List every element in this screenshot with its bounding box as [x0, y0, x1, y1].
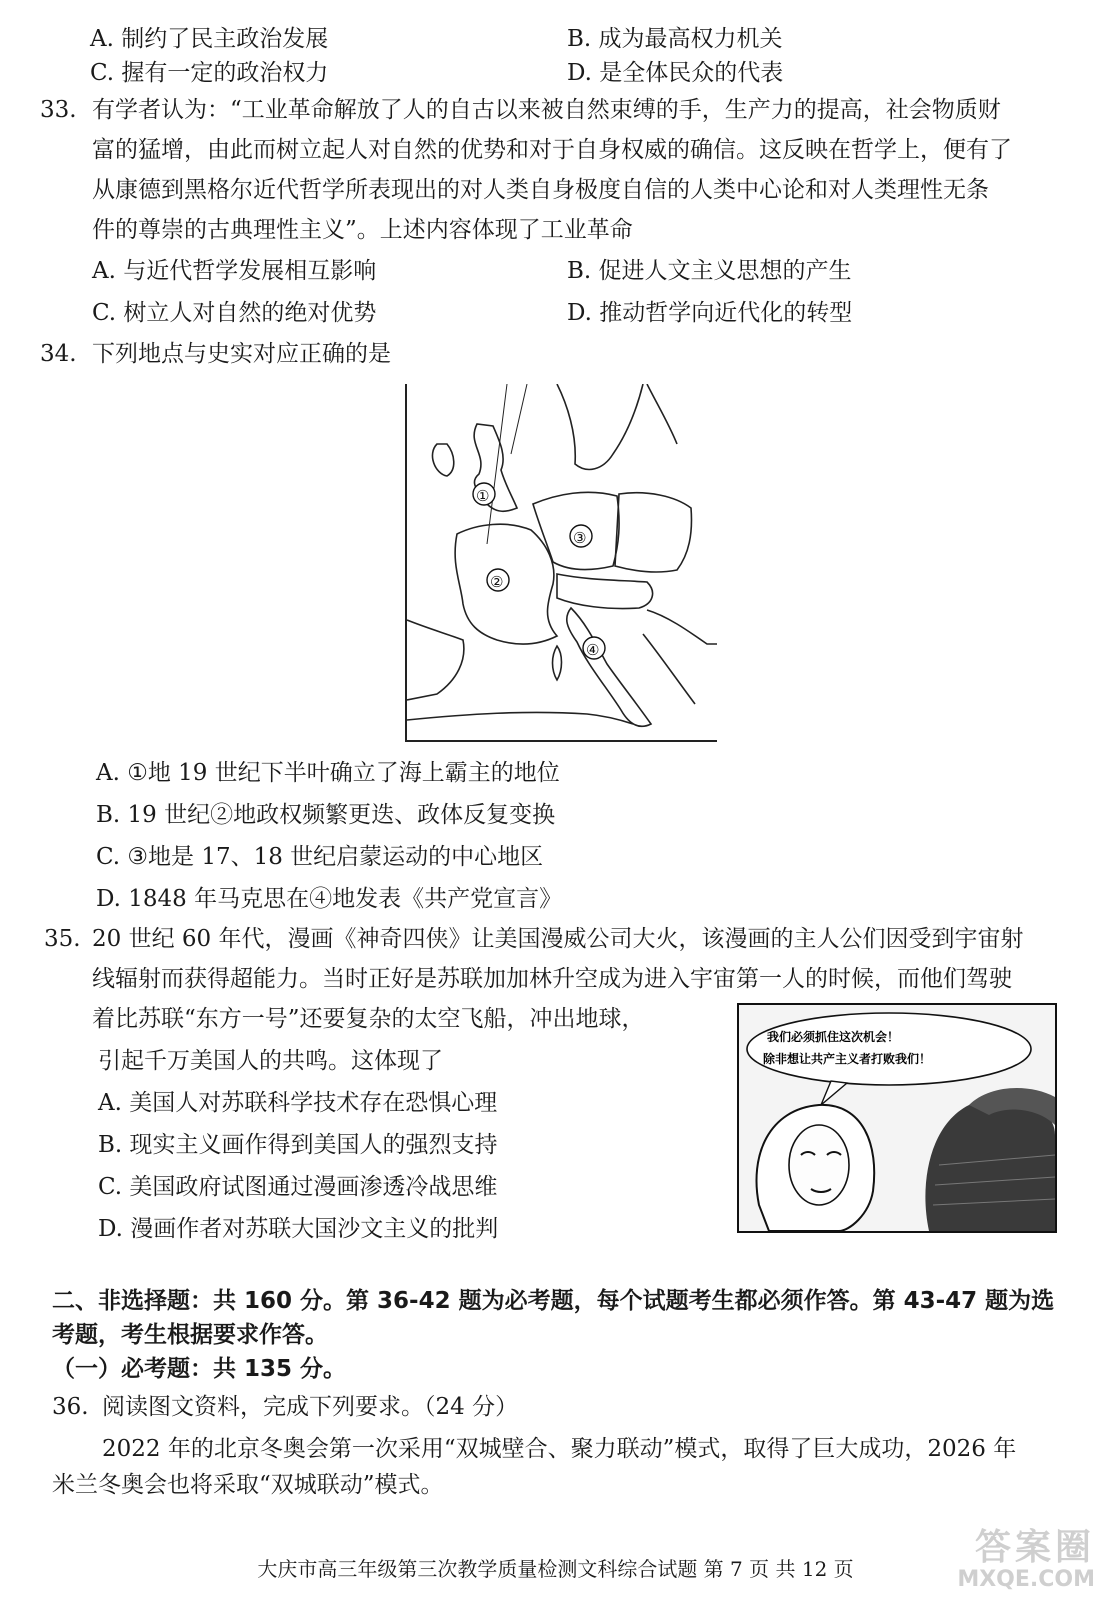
q36-number: 36.	[52, 1394, 89, 1420]
q34-option-d: D. 1848 年马克思在④地发表《共产党宣言》	[96, 886, 563, 912]
q35-stem-line: 着比苏联“东方一号”还要复杂的太空飞船，冲出地球，	[92, 1006, 645, 1032]
q33-option-d: D. 推动哲学向近代化的转型	[567, 300, 853, 326]
q35-number: 35.	[44, 926, 81, 952]
q34-stem: 下列地点与史实对应正确的是	[92, 341, 391, 367]
q33-stem-line: 有学者认为：“工业革命解放了人的自古以来被自然束缚的手，生产力的提高，社会物质财	[92, 97, 1001, 123]
q34-number: 34.	[40, 341, 77, 367]
watermark-url: MXQE.COM	[957, 1567, 1095, 1592]
q35-stem-line: 线辐射而获得超能力。当时正好是苏联加加林升空成为进入宇宙第一人的时候，而他们驾驶	[92, 966, 1012, 992]
q32-option-a: A. 制约了民主政治发展	[90, 26, 329, 52]
watermark-logo: 答案圈	[974, 1527, 1095, 1568]
cold-war-comic	[737, 1003, 1057, 1233]
q36-stem: 阅读图文资料，完成下列要求。（24 分）	[102, 1394, 519, 1420]
europe-map	[405, 384, 717, 742]
section-subheading: （一）必考题：共 135 分。	[52, 1356, 347, 1382]
q36-text-line: 2022 年的北京冬奥会第一次采用“双城壁合、聚力联动”模式，取得了巨大成功，2026 年	[102, 1436, 1017, 1462]
q33-stem-line: 件的尊崇的古典理性主义”。上述内容体现了工业革命	[92, 217, 633, 243]
q35-option-b: B. 现实主义画作得到美国人的强烈支持	[98, 1132, 498, 1158]
q32-option-b: B. 成为最高权力机关	[567, 26, 783, 52]
q35-option-d: D. 漫画作者对苏联大国沙文主义的批判	[98, 1216, 499, 1242]
q35-option-a: A. 美国人对苏联科学技术存在恐惧心理	[98, 1090, 498, 1116]
q35-stem-line: 20 世纪 60 年代，漫画《神奇四侠》让美国漫威公司大火，该漫画的主人公们因受到宇宙射	[92, 926, 1024, 952]
comic-bubble-line: 除非想让共产主义者打败我们！	[763, 1052, 932, 1066]
map-marker-3: ③	[573, 529, 587, 547]
q32-option-c: C. 握有一定的政治权力	[90, 60, 329, 86]
europe-map-drawing	[407, 384, 717, 740]
q36-text-line: 米兰冬奥会也将采取“双城联动”模式。	[52, 1472, 444, 1498]
q35-stem-line: 引起千万美国人的共鸣。这体现了	[98, 1048, 443, 1074]
q33-stem-line: 富的猛增，由此而树立起人对自然的优势和对于自身权威的确信。这反映在哲学上，便有了	[92, 137, 1012, 163]
q33-stem-line: 从康德到黑格尔近代哲学所表现出的对人类自身极度自信的人类中心论和对人类理性无条	[92, 177, 989, 203]
q34-option-c: C. ③地是 17、18 世纪启蒙运动的中心地区	[96, 844, 544, 870]
page-footer: 大庆市高三年级第三次教学质量检测文科综合试题 第 7 页 共 12 页	[257, 1557, 854, 1581]
site-watermark	[957, 1528, 1095, 1592]
q33-option-a: A. 与近代哲学发展相互影响	[92, 258, 377, 284]
q32-option-d: D. 是全体民众的代表	[567, 60, 784, 86]
q33-number: 33.	[40, 97, 77, 123]
map-marker-4: ④	[586, 641, 600, 659]
q35-option-c: C. 美国政府试图通过漫画渗透冷战思维	[98, 1174, 498, 1200]
section-heading: 考题，考生根据要求作答。	[52, 1322, 328, 1348]
comic-bubble-line: 我们必须抓住这次机会！	[767, 1030, 900, 1044]
section-heading: 二、非选择题：共 160 分。第 36-42 题为必考题，每个试题考生都必须作答。第 43-47 题为选	[52, 1288, 1055, 1314]
map-marker-1: ①	[476, 487, 490, 505]
comic-drawing	[739, 1005, 1055, 1231]
q33-option-b: B. 促进人文主义思想的产生	[567, 258, 852, 284]
q34-option-b: B. 19 世纪②地政权频繁更迭、政体反复变换	[96, 802, 556, 828]
q33-option-c: C. 树立人对自然的绝对优势	[92, 300, 377, 326]
q34-option-a: A. ①地 19 世纪下半叶确立了海上霸主的地位	[96, 760, 560, 786]
map-marker-2: ②	[490, 573, 504, 591]
